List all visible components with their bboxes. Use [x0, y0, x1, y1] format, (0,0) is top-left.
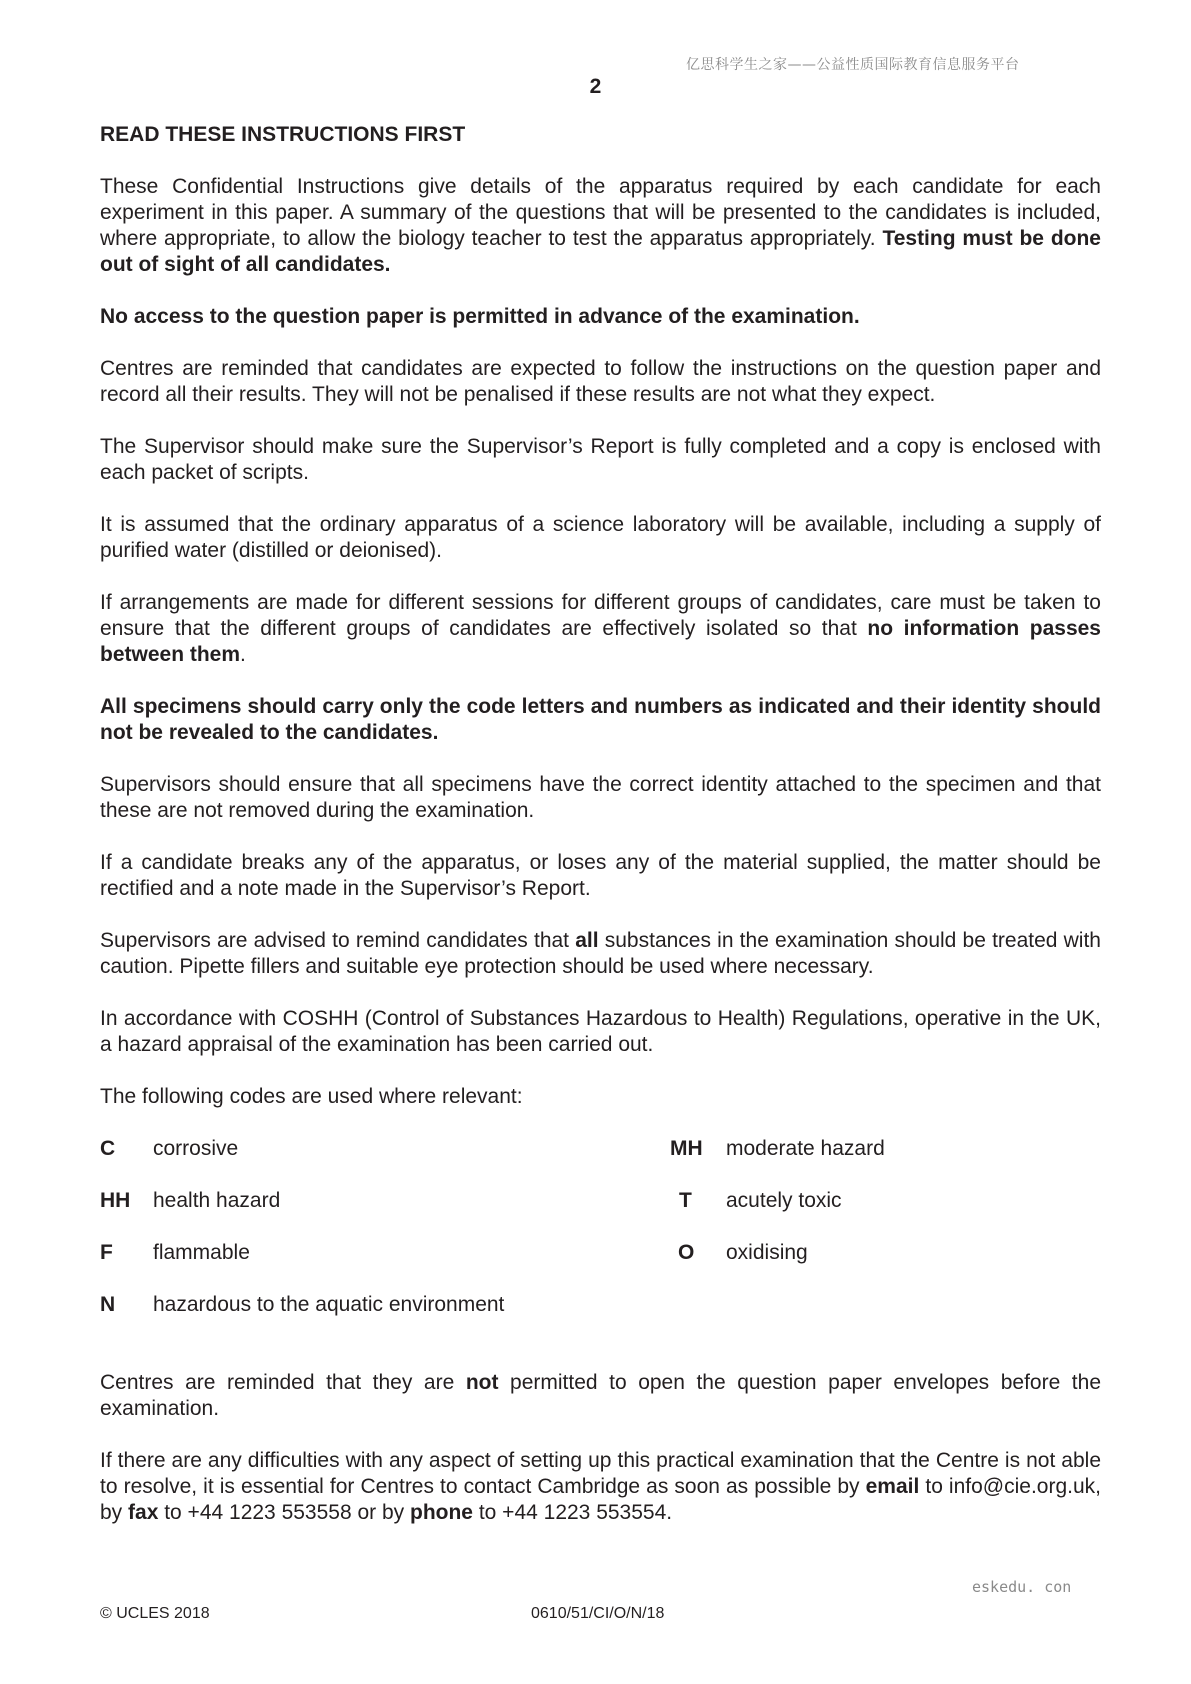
- paragraph-text-end: .: [240, 643, 246, 666]
- paragraph-text: Centres are reminded that they are: [100, 1371, 466, 1394]
- paragraph-no-access: No access to the question paper is permitted in advance of the examination.: [100, 305, 860, 328]
- paragraph-bold-text: Testing must be done out of sight of all candidates.: [100, 227, 1101, 276]
- hazard-code: HH: [100, 1189, 131, 1212]
- paragraph-bold-text: all: [575, 929, 599, 952]
- paragraph-breakage: If a candidate breaks any of the apparatus, or loses any of the material supplied, the matter should be rectified and a note made in the Supervisor’s Report.: [100, 851, 1101, 900]
- paragraph-text: These Confidential Instructions give details of the apparatus required by each candidate for each experiment in this paper. A summary of the questions that will be presented to the candidates is included, where appropriate, to allow the biology teacher to test the apparatus appropriately.: [100, 175, 1101, 250]
- paragraph-codes-intro: The following codes are used where relevant:: [100, 1085, 523, 1108]
- footer-copyright: © UCLES 2018: [100, 1605, 210, 1622]
- paragraph-text: to +44 1223 553558 or by: [158, 1501, 410, 1524]
- hazard-description: oxidising: [726, 1241, 808, 1264]
- hazard-description: moderate hazard: [726, 1137, 885, 1160]
- hazard-description: health hazard: [153, 1189, 281, 1212]
- footer-paper-code: 0610/51/CI/O/N/18: [531, 1605, 665, 1622]
- hazard-code: O: [678, 1241, 695, 1264]
- paragraph-envelopes: [100, 1370, 1101, 1422]
- hazard-code: T: [679, 1189, 692, 1212]
- paragraph-follow-instructions: Centres are reminded that candidates are expected to follow the instructions on the question paper and record all their results. They will not be penalised if these results are not what they expect.: [100, 357, 1101, 406]
- paragraph-text: to +44 1223 553554.: [473, 1501, 673, 1524]
- hazard-description: acutely toxic: [726, 1189, 842, 1212]
- hazard-description: flammable: [153, 1241, 250, 1264]
- page-number: 2: [589, 75, 602, 98]
- fax-label: fax: [128, 1501, 159, 1524]
- paragraph-text: If there are any difficulties with any aspect of setting up this practical examination that the Centre is not able to resolve, it is essential for Centres to contact Cambridge as soon as possible by: [100, 1449, 1101, 1498]
- hazard-code: F: [100, 1241, 113, 1264]
- paragraph-text: to info@cie.org.uk, by: [100, 1475, 1101, 1524]
- paragraph-ordinary-apparatus: It is assumed that the ordinary apparatus of a science laboratory will be available, including a supply of purified water (distilled or deionised).: [100, 513, 1101, 562]
- paragraph-supervisor-report: The Supervisor should make sure the Supervisor’s Report is fully completed and a copy is enclosed with each packet of scripts.: [100, 435, 1101, 484]
- phone-label: phone: [410, 1501, 473, 1524]
- hazard-description: hazardous to the aquatic environment: [153, 1293, 505, 1316]
- paragraph-specimens-identity: Supervisors should ensure that all specimens have the correct identity attached to the specimen and that these are not removed during the examination.: [100, 773, 1101, 822]
- hazard-description: corrosive: [153, 1137, 239, 1160]
- email-label: email: [865, 1475, 920, 1498]
- hazard-code: N: [100, 1293, 116, 1316]
- paragraph-text-end: substances in the examination should be treated with caution. Pipette fillers and suitable eye protection should be used where necessary.: [100, 929, 1101, 978]
- hazard-code: MH: [670, 1137, 703, 1160]
- paragraph-text: If arrangements are made for different sessions for different groups of candidates, care must be taken to ensure that the different groups of candidates are effectively isolated so that: [100, 591, 1101, 640]
- hazard-codes-list: [100, 1136, 1101, 1344]
- watermark-top: 亿思科学生之家——公益性质国际教育信息服务平台: [686, 57, 1020, 73]
- paragraph-caution: [100, 928, 1101, 980]
- paragraph-contact: [100, 1448, 1101, 1526]
- page-heading: READ THESE INSTRUCTIONS FIRST: [100, 123, 466, 146]
- paragraph-text-end: permitted to open the question paper envelopes before the examination.: [100, 1371, 1101, 1420]
- watermark-bottom: eskedu. con: [972, 1578, 1072, 1596]
- paragraph-specimens-codes: All specimens should carry only the code letters and numbers as indicated and their identity should not be revealed to the candidates.: [100, 695, 1101, 744]
- paragraph-bold-text: no information passes between them: [100, 617, 1101, 666]
- paragraph-apparatus: [100, 174, 1101, 278]
- paragraph-bold-text: not: [465, 1371, 499, 1394]
- hazard-code: C: [100, 1137, 116, 1160]
- paragraph-sessions: [100, 590, 1101, 668]
- paragraph-text: Supervisors are advised to remind candidates that: [100, 929, 576, 952]
- document-body: [100, 122, 1101, 1552]
- paragraph-coshh: In accordance with COSHH (Control of Substances Hazardous to Health) Regulations, operative in the UK, a hazard appraisal of the examination has been carried out.: [100, 1007, 1101, 1056]
